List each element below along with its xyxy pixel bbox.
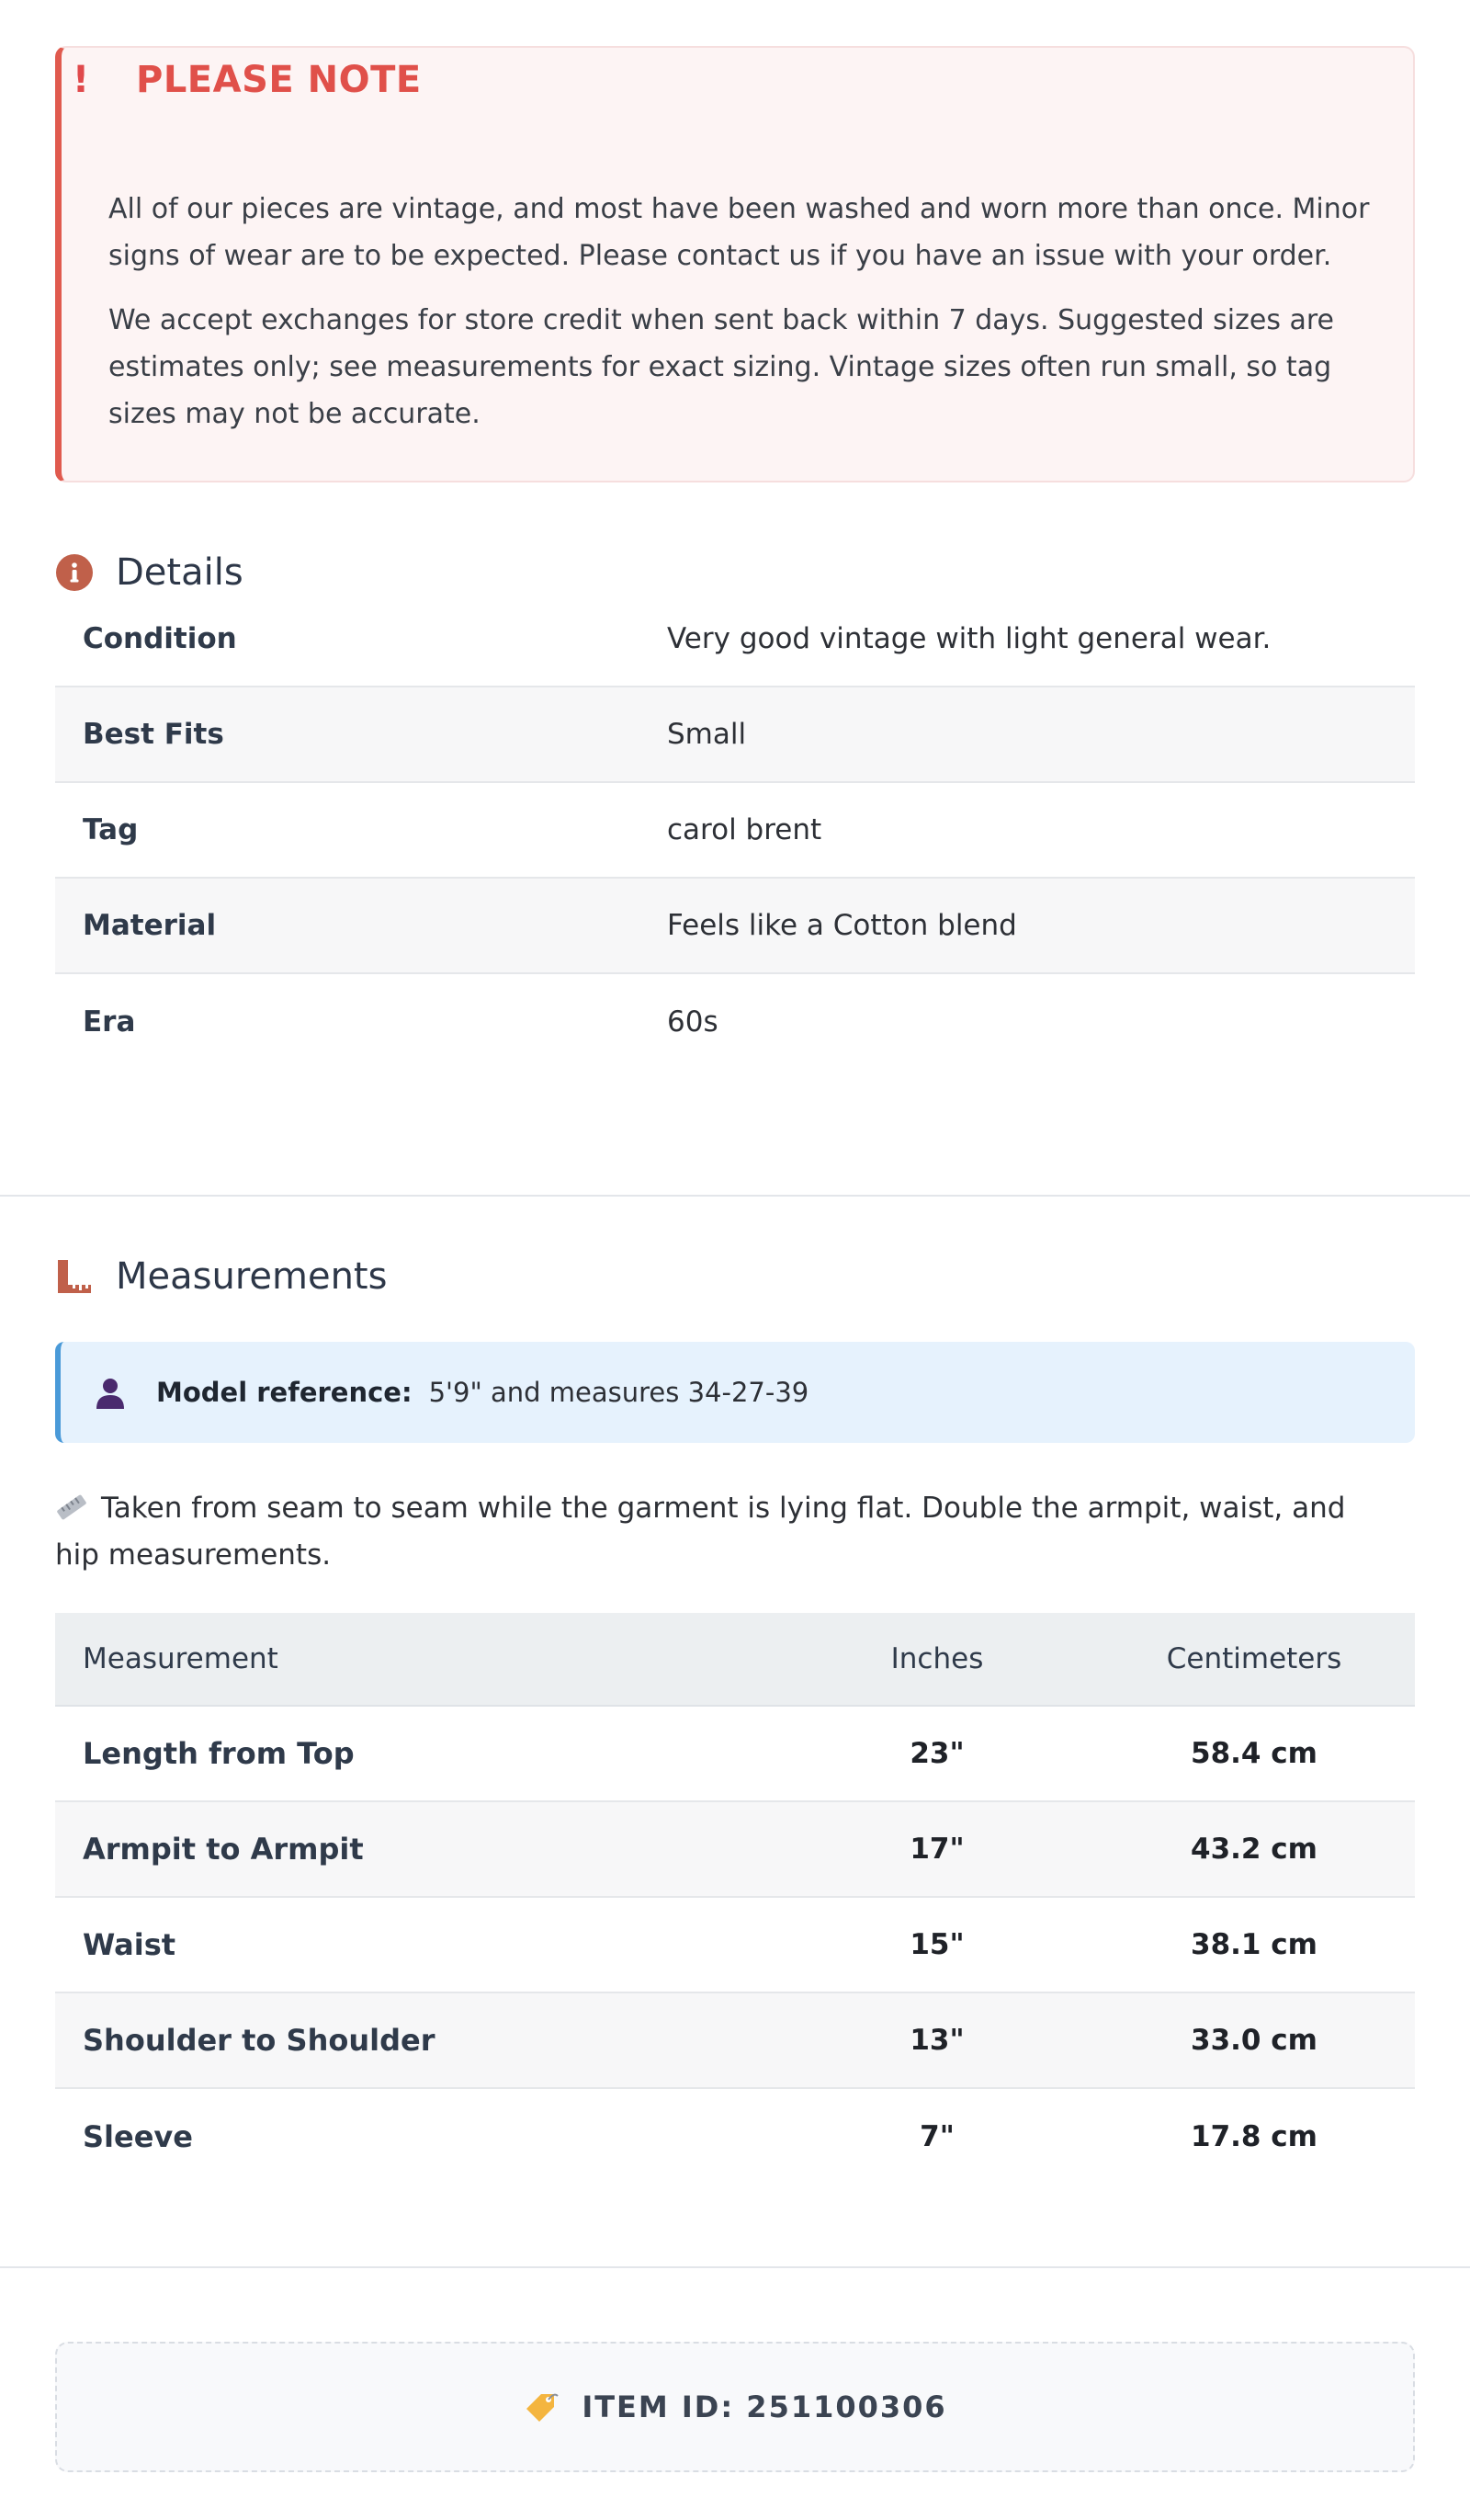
details-row bbox=[55, 974, 1415, 1070]
measurement-cm: 58.4 cm bbox=[1191, 1737, 1317, 1770]
measurement-cm: 43.2 cm bbox=[1191, 1833, 1317, 1866]
details-row-value: carol brent bbox=[667, 813, 822, 846]
section-divider bbox=[0, 1195, 1470, 1197]
measurement-cm: 17.8 cm bbox=[1191, 2120, 1317, 2153]
table-header bbox=[55, 1613, 1415, 1707]
measurement-cm: 38.1 cm bbox=[1191, 1928, 1317, 1961]
measurement-inches: 7" bbox=[920, 2120, 955, 2153]
item-id-text: ITEM ID: 251100306 bbox=[582, 2389, 947, 2424]
ruler-icon bbox=[55, 1489, 88, 1516]
exclamation-icon: ! bbox=[72, 59, 90, 101]
notice-title: PLEASE NOTE bbox=[136, 59, 422, 101]
column-header-measurement: Measurement bbox=[83, 1642, 278, 1675]
table-row bbox=[55, 2089, 1415, 2185]
details-heading bbox=[55, 551, 243, 594]
table-row bbox=[55, 1898, 1415, 1993]
measurement-name: Armpit to Armpit bbox=[83, 1832, 364, 1867]
column-header-inches: Inches bbox=[890, 1642, 984, 1675]
measurement-note-text: Taken from seam to seam while the garment is lying flat. Double the armpit, waist, and hip measurements. bbox=[55, 1492, 1346, 1572]
measurement-inches: 15" bbox=[910, 1928, 965, 1961]
table-row bbox=[55, 1993, 1415, 2089]
measurement-inches: 23" bbox=[910, 1737, 965, 1770]
model-reference-callout bbox=[55, 1342, 1415, 1443]
section-divider bbox=[0, 2266, 1470, 2268]
measurement-name: Length from Top bbox=[83, 1736, 355, 1771]
details-row bbox=[55, 592, 1415, 687]
details-row-label: Material bbox=[83, 909, 217, 942]
column-header-centimeters: Centimeters bbox=[1166, 1642, 1342, 1675]
details-row bbox=[55, 687, 1415, 783]
measurements-table bbox=[55, 1613, 1415, 2185]
details-row bbox=[55, 879, 1415, 974]
details-title: Details bbox=[116, 551, 243, 594]
details-row-label: Condition bbox=[83, 622, 237, 655]
measurement-inches: 13" bbox=[910, 2024, 965, 2057]
measurement-inches: 17" bbox=[910, 1833, 965, 1866]
details-row-value: Very good vintage with light general wear. bbox=[667, 622, 1272, 655]
details-row-value: Small bbox=[667, 718, 747, 751]
details-row-value: Feels like a Cotton blend bbox=[667, 909, 1017, 942]
table-row bbox=[55, 1707, 1415, 1802]
notice-paragraph-1: All of our pieces are vintage, and most have been washed and worn more than once. Minor signs of wear are to be expected. Please contact us if you have an issue with your order. bbox=[108, 193, 1370, 272]
model-reference-value: 5'9" and measures 34-27-39 bbox=[428, 1377, 809, 1408]
item-id-box bbox=[55, 2342, 1415, 2472]
model-reference-label: Model reference: bbox=[156, 1377, 413, 1408]
measurement-name: Sleeve bbox=[83, 2119, 193, 2154]
details-table bbox=[55, 592, 1415, 1070]
measurements-title: Measurements bbox=[116, 1255, 388, 1298]
details-row bbox=[55, 783, 1415, 879]
measurement-note bbox=[55, 1485, 1360, 1579]
details-row-label: Era bbox=[83, 1005, 136, 1039]
measurements-heading bbox=[55, 1255, 387, 1298]
measurement-name: Shoulder to Shoulder bbox=[83, 2023, 435, 2058]
details-row-label: Best Fits bbox=[83, 718, 224, 751]
notice-paragraph-2: We accept exchanges for store credit when sent back within 7 days. Suggested sizes are estimates only; see measurements for exact sizing. Vintage sizes often run small, so tag sizes may not be accurate. bbox=[108, 304, 1335, 430]
measurement-cm: 33.0 cm bbox=[1191, 2024, 1317, 2057]
notice-header bbox=[62, 59, 422, 101]
ruler-icon bbox=[55, 1257, 94, 1296]
person-icon bbox=[94, 1376, 127, 1409]
measurement-name: Waist bbox=[83, 1927, 176, 1962]
price-tag-icon bbox=[523, 2389, 560, 2425]
table-row bbox=[55, 1802, 1415, 1898]
details-row-value: 60s bbox=[667, 1005, 718, 1039]
info-circle-icon bbox=[55, 553, 94, 592]
details-row-label: Tag bbox=[83, 813, 139, 846]
